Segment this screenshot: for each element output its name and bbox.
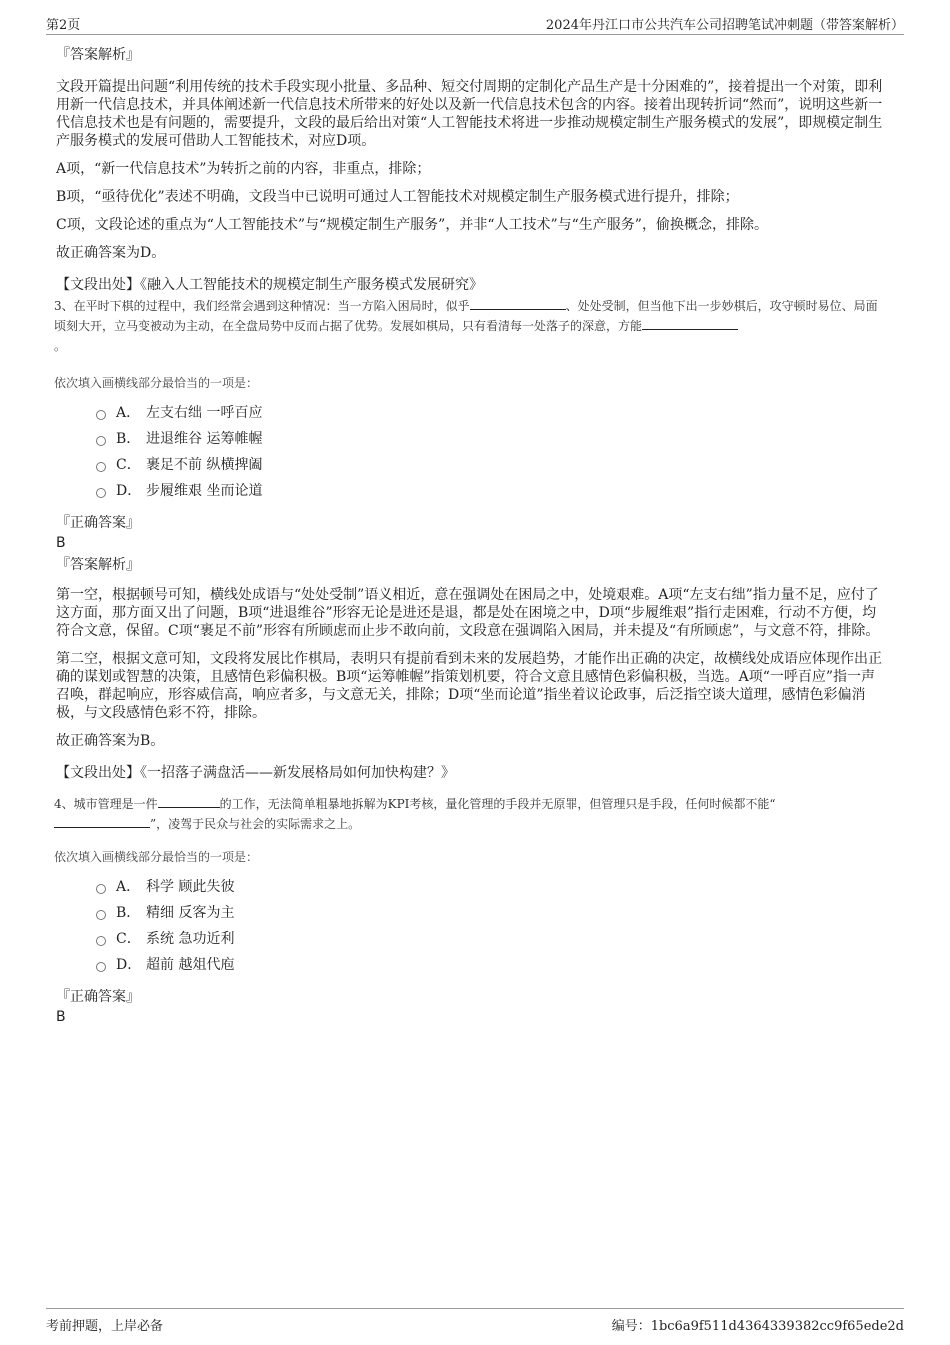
option-b[interactable]: B． 进退维谷 运筹帷幄	[94, 430, 886, 456]
option-a[interactable]: A． 左支右绌 一呼百应	[94, 404, 886, 430]
radio-icon[interactable]	[96, 936, 106, 946]
analysis-title: 『答案解析』	[56, 47, 140, 63]
answer-blank	[158, 795, 220, 808]
radio-icon[interactable]	[96, 436, 106, 446]
radio-icon[interactable]	[96, 884, 106, 894]
question-3: 3、在平时下棋的过程中，我们经常会遇到这种情况：当一方陷入困局时，似乎 、处处受制，但当他下出一步妙棋后，攻守顿时易位、局面顷刻大开，立马变被动为主动，在全盘局势中反而占据了优势。发展如棋局，只有看清每一处落子的深意，方能 。	[54, 299, 878, 353]
analysis-title: 『答案解析』	[56, 557, 140, 573]
page-number: 第2页	[46, 18, 81, 33]
question-4: 4、城市管理是一件 的工作，无法简单粗暴地拆解为KPI考核，量化管理的手段并无原罪，但管理只是手段，任何时候都不能“ ”，凌驾于民众与社会的实际需求之上。	[54, 797, 776, 831]
radio-icon[interactable]	[96, 462, 106, 472]
option-b[interactable]: B． 精细 反客为主	[94, 904, 886, 930]
answer-blank	[642, 317, 738, 330]
radio-icon[interactable]	[96, 488, 106, 498]
radio-icon[interactable]	[96, 910, 106, 920]
analysis-paragraph: B项，“亟待优化”表述不明确，文段当中已说明可通过人工智能技术对规模定制生产服务模式进行提升，排除；	[56, 189, 739, 205]
option-d[interactable]: D． 超前 越俎代庖	[94, 956, 886, 982]
conclusion: 故正确答案为B。	[56, 733, 165, 749]
document-title: 2024年丹江口市公共汽车公司招聘笔试冲刺题（带答案解析）	[545, 18, 904, 33]
option-c[interactable]: C． 裹足不前 纵横捭阖	[94, 456, 886, 482]
document-id: 编号：1bc6a9f511d4364339382cc9f65ede2d	[611, 1319, 904, 1334]
page-header	[46, 14, 904, 35]
correct-answer-title: 『正确答案』	[56, 989, 140, 1005]
answer-blank	[54, 815, 150, 828]
conclusion: 故正确答案为D。	[56, 245, 166, 261]
page-content	[56, 46, 886, 1030]
answer-blank	[470, 297, 566, 310]
analysis-paragraph: C项，文段论述的重点为“人工智能技术”与“规模定制生产服务”，并非“人工技术”与“生产服务”，偷换概念，排除。	[56, 217, 768, 233]
analysis-paragraph: A项，“新一代信息技术”为转折之前的内容，非重点，排除；	[56, 161, 431, 177]
option-a[interactable]: A． 科学 顾此失彼	[94, 878, 886, 904]
correct-answer: B	[56, 1009, 66, 1025]
option-d[interactable]: D． 步履维艰 坐而论道	[94, 482, 886, 508]
page-footer	[46, 1308, 904, 1338]
analysis-paragraph: 第二空，根据文意可知，文段将发展比作棋局，表明只有提前看到未来的发展趋势，才能作出正确的决定，故横线处成语应体现作出正确的谋划或智慧的决策，且感情色彩偏积极。B项“运筹帷幄”指策划机要，符合文意且感情色彩偏积极，当选。A项“一呼百应”指一声召唤，群起响应，形容威信高，响应者多，与文意无关，排除；D项“坐而论道”指坐着议论政事，后泛指空谈大道理，感情色彩偏消极，与文段感情色彩不符，排除。	[56, 651, 882, 721]
analysis-paragraph: 文段开篇提出问题“利用传统的技术手段实现小批量、多品种、短交付周期的定制化产品生产是十分困难的”，接着提出一个对策，即利用新一代信息技术，并具体阐述新一代信息技术所带来的好处以及新一代信息技术包含的内容。接着出现转折词“然而”，说明这些新一代信息技术也是有问题的，需要提升，文段的最后给出对策“人工智能技术将进一步推动规模定制生产服务模式的发展”，即规模定制生产服务模式的发展可借助人工智能技术，对应D项。	[56, 79, 883, 149]
correct-answer-title: 『正确答案』	[56, 515, 140, 531]
radio-icon[interactable]	[96, 962, 106, 972]
question-prompt: 依次填入画横线部分最恰当的一项是：	[54, 376, 259, 390]
source-citation: 【文段出处】《一招落子满盘活——新发展格局如何加快构建？》	[56, 765, 455, 781]
option-list	[94, 404, 886, 508]
radio-icon[interactable]	[96, 410, 106, 420]
correct-answer: B	[56, 535, 66, 551]
question-prompt: 依次填入画横线部分最恰当的一项是：	[54, 850, 259, 864]
option-list	[94, 878, 886, 982]
option-c[interactable]: C． 系统 急功近利	[94, 930, 886, 956]
analysis-paragraph: 第一空，根据顿号可知，横线处成语与“处处受制”语义相近，意在强调处在困局之中，处境艰难。A项“左支右绌”指力量不足，应付了这方面，那方面又出了问题，B项“进退维谷”形容无论是进还是退，都是处在困境之中，D项“步履维艰”指行走困难，行动不方便，均符合文意，保留。C项“裹足不前”形容有所顾虑而止步不敢向前，文段意在强调陷入困局，并未提及“有所顾虑”，与文意不符，排除。	[56, 587, 880, 639]
source-citation: 【文段出处】《融入人工智能技术的规模定制生产服务模式发展研究》	[56, 277, 483, 293]
footer-slogan: 考前押题，上岸必备	[46, 1319, 164, 1334]
